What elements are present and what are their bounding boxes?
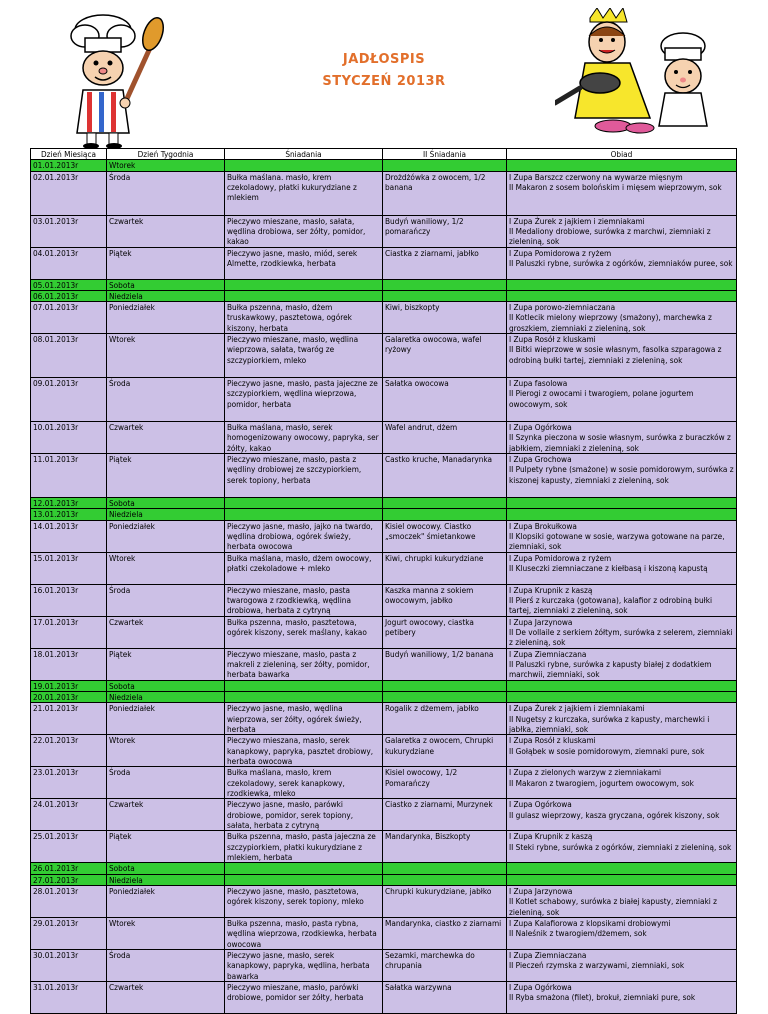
lunch-cell: I Zupa Jarzynowa II De vollaile z serkiem żółtym, surówka z selerem, ziemniaki z zieleniną, sok	[507, 616, 737, 648]
second-breakfast-cell: Kaszka manna z sokiem owocowym, jabłko	[383, 584, 507, 616]
weekday-cell: Środa	[107, 584, 225, 616]
date-cell: 14.01.2013r	[31, 520, 107, 552]
breakfast-cell	[225, 160, 383, 171]
second-breakfast-cell	[383, 863, 507, 874]
date-cell: 23.01.2013r	[31, 767, 107, 799]
breakfast-cell: Pieczywo jasne, masło, wędlina wieprzowa, ser żółty, ogórek świeży, herbata	[225, 703, 383, 735]
date-cell: 15.01.2013r	[31, 552, 107, 584]
table-row	[31, 981, 737, 1013]
second-breakfast-cell: Galaretka owocowa, wafel ryżowy	[383, 334, 507, 378]
weekday-cell: Poniedziałek	[107, 520, 225, 552]
breakfast-cell	[225, 874, 383, 885]
breakfast-cell: Pieczywo mieszane, masło, pasta z wędliny drobiowej ze szczypiorkiem, serek topiony, herbata	[225, 454, 383, 498]
breakfast-cell: Bułka maślana. masło, krem czekoladowy, płatki kukurydziane z mlekiem	[225, 171, 383, 215]
second-breakfast-cell: Ciastko z ziarnami, Murzynek	[383, 799, 507, 831]
second-breakfast-cell: Ciastka z ziarnami, jabłko	[383, 247, 507, 279]
lunch-cell: I Zupa Ogórkowa II gulasz wieprzowy, kasza gryczana, ogórek kiszony, sok	[507, 799, 737, 831]
table-row	[31, 215, 737, 247]
weekday-cell: Poniedziałek	[107, 885, 225, 917]
lunch-cell	[507, 509, 737, 520]
date-cell: 21.01.2013r	[31, 703, 107, 735]
table-row	[31, 520, 737, 552]
second-breakfast-cell	[383, 279, 507, 290]
breakfast-cell: Pieczywo mieszana, masło, serek kanapkowy, papryka, pasztet drobiowy, herbata owocowa	[225, 735, 383, 767]
table-row	[31, 302, 737, 334]
weekday-cell: Poniedziałek	[107, 302, 225, 334]
table-row	[31, 247, 737, 279]
weekend-row	[31, 509, 737, 520]
second-breakfast-cell	[383, 160, 507, 171]
weekday-cell: Czwartek	[107, 799, 225, 831]
weekend-row	[31, 680, 737, 691]
menu-table	[30, 148, 737, 1014]
weekday-cell: Wtorek	[107, 917, 225, 949]
weekday-cell: Czwartek	[107, 422, 225, 454]
table-row	[31, 378, 737, 422]
lunch-cell: I Zupa Rosół z kluskami II Gołąbek w sosie pomidorowym, ziemnaki pure, sok	[507, 735, 737, 767]
date-cell: 09.01.2013r	[31, 378, 107, 422]
table-row	[31, 552, 737, 584]
breakfast-cell	[225, 509, 383, 520]
weekday-cell: Wtorek	[107, 735, 225, 767]
date-cell: 20.01.2013r	[31, 692, 107, 703]
date-cell: 08.01.2013r	[31, 334, 107, 378]
date-cell: 07.01.2013r	[31, 302, 107, 334]
lunch-cell: I Zupa Krupnik z kaszą II Steki rybne, surówka z ogórków, ziemniaki z zieleniną, sok	[507, 831, 737, 863]
breakfast-cell	[225, 680, 383, 691]
lunch-cell: I Zupa Ziemniaczana II Pieczeń rzymska z warzywami, ziemniaki, sok	[507, 949, 737, 981]
header-second-breakfast: II Śniadania	[383, 149, 507, 160]
date-cell: 19.01.2013r	[31, 680, 107, 691]
breakfast-cell: Bułka maślana, masło, dżem owocowy, płatki czekoladowe + mleko	[225, 552, 383, 584]
header-breakfast: Śniadania	[225, 149, 383, 160]
table-row	[31, 171, 737, 215]
lunch-cell	[507, 498, 737, 509]
header-lunch: Obiad	[507, 149, 737, 160]
lunch-cell	[507, 680, 737, 691]
lunch-cell: I Zupa Jarzynowa II Kotlet schabowy, surówka z białej kapusty, ziemniaki z zieleniną, sok	[507, 885, 737, 917]
second-breakfast-cell: Sezamki, marchewka do chrupania	[383, 949, 507, 981]
cooks-with-pan-illustration	[555, 8, 745, 138]
date-cell: 13.01.2013r	[31, 509, 107, 520]
menu-table-body	[31, 160, 737, 1014]
second-breakfast-cell	[383, 692, 507, 703]
table-row	[31, 735, 737, 767]
second-breakfast-cell	[383, 509, 507, 520]
date-cell: 10.01.2013r	[31, 422, 107, 454]
weekday-cell: Środa	[107, 767, 225, 799]
lunch-cell	[507, 874, 737, 885]
date-cell: 16.01.2013r	[31, 584, 107, 616]
lunch-cell: I Zupa fasolowa II Pierogi z owocami i twarogiem, polane jogurtem owocowym, sok	[507, 378, 737, 422]
header-day-of-week: Dzień Tygodnia	[107, 149, 225, 160]
date-cell: 02.01.2013r	[31, 171, 107, 215]
date-cell: 27.01.2013r	[31, 874, 107, 885]
lunch-cell: I Zupa porowo-ziemniaczana II Kotlecik mielony wieprzowy (smażony), marchewka z groszkiem, ziemniaki z zieleniną, sok	[507, 302, 737, 334]
date-cell: 06.01.2013r	[31, 290, 107, 301]
chef-with-spoon-illustration	[55, 8, 170, 150]
lunch-cell: I Zupa Barszcz czerwony na wywarze mięsnym II Makaron z sosem bolońskim i mięsem wieprzowym, sok	[507, 171, 737, 215]
table-row	[31, 334, 737, 378]
lunch-cell: I Zupa Pomidorowa z ryżem II Paluszki rybne, surówka z ogórków, ziemniaków puree, sok	[507, 247, 737, 279]
second-breakfast-cell	[383, 290, 507, 301]
lunch-cell	[507, 160, 737, 171]
second-breakfast-cell: Kisiel owocowy, 1/2 Pomarańczy	[383, 767, 507, 799]
weekday-cell: Piątek	[107, 454, 225, 498]
weekday-cell: Wtorek	[107, 552, 225, 584]
date-cell: 24.01.2013r	[31, 799, 107, 831]
table-row	[31, 831, 737, 863]
weekday-cell: Wtorek	[107, 334, 225, 378]
lunch-cell: I Zupa z zielonych warzyw z ziemniakami II Makaron z twarogiem, jogurtem owocowym, sok	[507, 767, 737, 799]
weekday-cell: Piątek	[107, 831, 225, 863]
second-breakfast-cell: Jogurt owocowy, ciastka petibery	[383, 616, 507, 648]
weekday-cell: Piątek	[107, 247, 225, 279]
breakfast-cell: Pieczywo jasne, masło, miód, serek Almette, rzodkiewka, herbata	[225, 247, 383, 279]
second-breakfast-cell: Kisiel owocowy. Ciastko „smoczek" śmietankowe	[383, 520, 507, 552]
date-cell: 30.01.2013r	[31, 949, 107, 981]
table-row	[31, 616, 737, 648]
breakfast-cell: Bułka pszenna, masło, pasztetowa, ogórek kiszony, serek maślany, kakao	[225, 616, 383, 648]
breakfast-cell: Bułka maślana, masło, krem czekoladowy, serek kanapkowy, rzodkiewka, mleko	[225, 767, 383, 799]
table-row	[31, 584, 737, 616]
weekday-cell: Środa	[107, 378, 225, 422]
breakfast-cell: Pieczywo mieszane, masło, wędlina wieprzowa, sałata, twaróg ze szczypiorkiem, mleko	[225, 334, 383, 378]
date-cell: 12.01.2013r	[31, 498, 107, 509]
lunch-cell: I Zupa Żurek z jajkiem i ziemniakami II Medaliony drobiowe, surówka z marchwi, ziemniaki z zieleniną, sok	[507, 215, 737, 247]
weekend-row	[31, 160, 737, 171]
breakfast-cell: Pieczywo jasne, masło, parówki drobiowe, pomidor, serek topiony, sałata, herbata z cytryną	[225, 799, 383, 831]
weekend-row	[31, 290, 737, 301]
second-breakfast-cell: Budyń waniliowy, 1/2 banana	[383, 648, 507, 680]
lunch-cell	[507, 863, 737, 874]
lunch-cell: I Zupa Pomidorowa z ryżem II Kluseczki ziemniaczane z kiełbasą i kiszoną kapustą	[507, 552, 737, 584]
lunch-cell: I Zupa Żurek z jajkiem i ziemniakami II Nugetsy z kurczaka, surówka z kapusty, marchewki i jabłka, ziemniaki, sok	[507, 703, 737, 735]
weekday-cell: Poniedziałek	[107, 703, 225, 735]
second-breakfast-cell	[383, 498, 507, 509]
weekday-cell: Czwartek	[107, 616, 225, 648]
weekday-cell: Niedziela	[107, 509, 225, 520]
breakfast-cell: Pieczywo mieszane, masło, sałata, wędlina drobiowa, ser żółty, pomidor, kakao	[225, 215, 383, 247]
table-row	[31, 703, 737, 735]
lunch-cell: I Zupa Ogórkowa II Ryba smażona (filet), brokuł, ziemniaki pure, sok	[507, 981, 737, 1013]
weekday-cell: Wtorek	[107, 160, 225, 171]
breakfast-cell: Pieczywo jasne, masło, pasta jajeczne ze szczypiorkiem, wędlina wieprzowa, pomidor, herbata	[225, 378, 383, 422]
second-breakfast-cell: Mandarynka, Biszkopty	[383, 831, 507, 863]
breakfast-cell: Bułka pszenna, masło, pasta rybna, wędlina wieprzowa, rzodkiewka, herbata owocowa	[225, 917, 383, 949]
lunch-cell: I Zupa Rosół z kluskami II Bitki wieprzowe w sosie własnym, fasolka szparagowa z odrobiną bułki tartej, ziemniaki z zieleniną, sok	[507, 334, 737, 378]
lunch-cell	[507, 279, 737, 290]
weekday-cell: Piątek	[107, 648, 225, 680]
lunch-cell: I Zupa Ziemniaczana II Paluszki rybne, surówka z kapusty białej z dodatkiem marchwii, ziemniaki, sok	[507, 648, 737, 680]
date-cell: 03.01.2013r	[31, 215, 107, 247]
table-row	[31, 767, 737, 799]
weekend-row	[31, 874, 737, 885]
weekend-row	[31, 279, 737, 290]
date-cell: 18.01.2013r	[31, 648, 107, 680]
date-cell: 28.01.2013r	[31, 885, 107, 917]
breakfast-cell	[225, 863, 383, 874]
breakfast-cell: Bułka maślana, masło, serek homogenizowany owocowy, papryka, ser żółty, kakao	[225, 422, 383, 454]
table-row	[31, 917, 737, 949]
second-breakfast-cell	[383, 680, 507, 691]
page-subtitle: STYCZEŃ 2013R	[322, 74, 446, 89]
table-row	[31, 454, 737, 498]
date-cell: 04.01.2013r	[31, 247, 107, 279]
second-breakfast-cell: Kiwi, chrupki kukurydziane	[383, 552, 507, 584]
lunch-cell: I Zupa Grochowa II Pulpety rybne (smażone) w sosie pomidorowym, surówka z kiszonej kapusty, ziemniaki z zieleniną, sok	[507, 454, 737, 498]
lunch-cell: I Zupa Kalafiorowa z klopsikami drobiowymi II Naleśnik z twarogiem/dżemem, sok	[507, 917, 737, 949]
breakfast-cell: Pieczywo mieszane, masło, parówki drobiowe, pomidor ser żółty, herbata	[225, 981, 383, 1013]
table-row	[31, 949, 737, 981]
date-cell: 25.01.2013r	[31, 831, 107, 863]
weekend-row	[31, 863, 737, 874]
weekday-cell: Sobota	[107, 498, 225, 509]
breakfast-cell: Pieczywo mieszane, masło, pasta twarogowa z rzodkiewką, wędlina drobiowa, herbata z cytryną	[225, 584, 383, 616]
table-header-row	[31, 149, 737, 160]
date-cell: 17.01.2013r	[31, 616, 107, 648]
date-cell: 05.01.2013r	[31, 279, 107, 290]
date-cell: 01.01.2013r	[31, 160, 107, 171]
breakfast-cell	[225, 498, 383, 509]
page-title: JADŁOSPIS	[342, 52, 426, 67]
table-row	[31, 885, 737, 917]
second-breakfast-cell	[383, 874, 507, 885]
breakfast-cell: Pieczywo jasne, masło, serek kanapkowy, papryka, wędlina, herbata bawarka	[225, 949, 383, 981]
second-breakfast-cell: Budyń waniliowy, 1/2 pomarańczy	[383, 215, 507, 247]
weekday-cell: Niedziela	[107, 874, 225, 885]
second-breakfast-cell: Wafel andrut, dżem	[383, 422, 507, 454]
date-cell: 11.01.2013r	[31, 454, 107, 498]
table-row	[31, 648, 737, 680]
date-cell: 22.01.2013r	[31, 735, 107, 767]
weekend-row	[31, 498, 737, 509]
second-breakfast-cell: Castko kruche, Manadarynka	[383, 454, 507, 498]
weekday-cell: Sobota	[107, 680, 225, 691]
second-breakfast-cell: Drożdżówka z owocem, 1/2 banana	[383, 171, 507, 215]
date-cell: 31.01.2013r	[31, 981, 107, 1013]
breakfast-cell: Pieczywo mieszane, masło, pasta z makreli z zieleniną, ser żółty, pomidor, herbata bawarka	[225, 648, 383, 680]
table-row	[31, 799, 737, 831]
weekday-cell: Środa	[107, 171, 225, 215]
lunch-cell	[507, 290, 737, 301]
second-breakfast-cell: Sałatka owocowa	[383, 378, 507, 422]
second-breakfast-cell: Chrupki kukurydziane, jabłko	[383, 885, 507, 917]
lunch-cell: I Zupa Krupnik z kaszą II Pierś z kurczaka (gotowana), kalafior z odrobiną bułki tartej, ziemniaki z zieleniną, sok	[507, 584, 737, 616]
weekday-cell: Sobota	[107, 279, 225, 290]
second-breakfast-cell: Mandarynka, ciastko z ziarnami	[383, 917, 507, 949]
breakfast-cell: Bułka pszenna, masło, pasta jajeczna ze szczypiorkiem, płatki kukurydziane z mlekiem, herbata	[225, 831, 383, 863]
weekday-cell: Sobota	[107, 863, 225, 874]
second-breakfast-cell: Kiwi, biszkopty	[383, 302, 507, 334]
table-row	[31, 422, 737, 454]
lunch-cell: I Zupa Ogórkowa II Szynka pieczona w sosie własnym, surówka z buraczków z jabłkiem, ziemniaki z zieleniną, sok	[507, 422, 737, 454]
second-breakfast-cell: Sałatka warzywna	[383, 981, 507, 1013]
breakfast-cell: Pieczywo jasne, masło, pasztetowa, ogórek kiszony, serek topiony, mleko	[225, 885, 383, 917]
date-cell: 29.01.2013r	[31, 917, 107, 949]
second-breakfast-cell: Galaretka z owocem, Chrupki kukurydziane	[383, 735, 507, 767]
weekday-cell: Niedziela	[107, 290, 225, 301]
lunch-cell: I Zupa Brokułkowa II Klopsiki gotowane w sosie, warzywa gotowane na parze, ziemniaki, sok	[507, 520, 737, 552]
date-cell: 26.01.2013r	[31, 863, 107, 874]
lunch-cell	[507, 692, 737, 703]
breakfast-cell: Pieczywo jasne, masło, jajko na twardo, wędlina drobiowa, ogórek świeży, herbata owocowa	[225, 520, 383, 552]
weekday-cell: Czwartek	[107, 215, 225, 247]
breakfast-cell	[225, 279, 383, 290]
breakfast-cell	[225, 290, 383, 301]
second-breakfast-cell: Rogalik z dżemem, jabłko	[383, 703, 507, 735]
weekday-cell: Środa	[107, 949, 225, 981]
breakfast-cell: Bułka pszenna, masło, dżem truskawkowy, pasztetowa, ogórek kiszony, herbata	[225, 302, 383, 334]
breakfast-cell	[225, 692, 383, 703]
weekday-cell: Czwartek	[107, 981, 225, 1013]
weekend-row	[31, 692, 737, 703]
header-day-of-month: Dzień Miesiąca	[31, 149, 107, 160]
weekday-cell: Niedziela	[107, 692, 225, 703]
